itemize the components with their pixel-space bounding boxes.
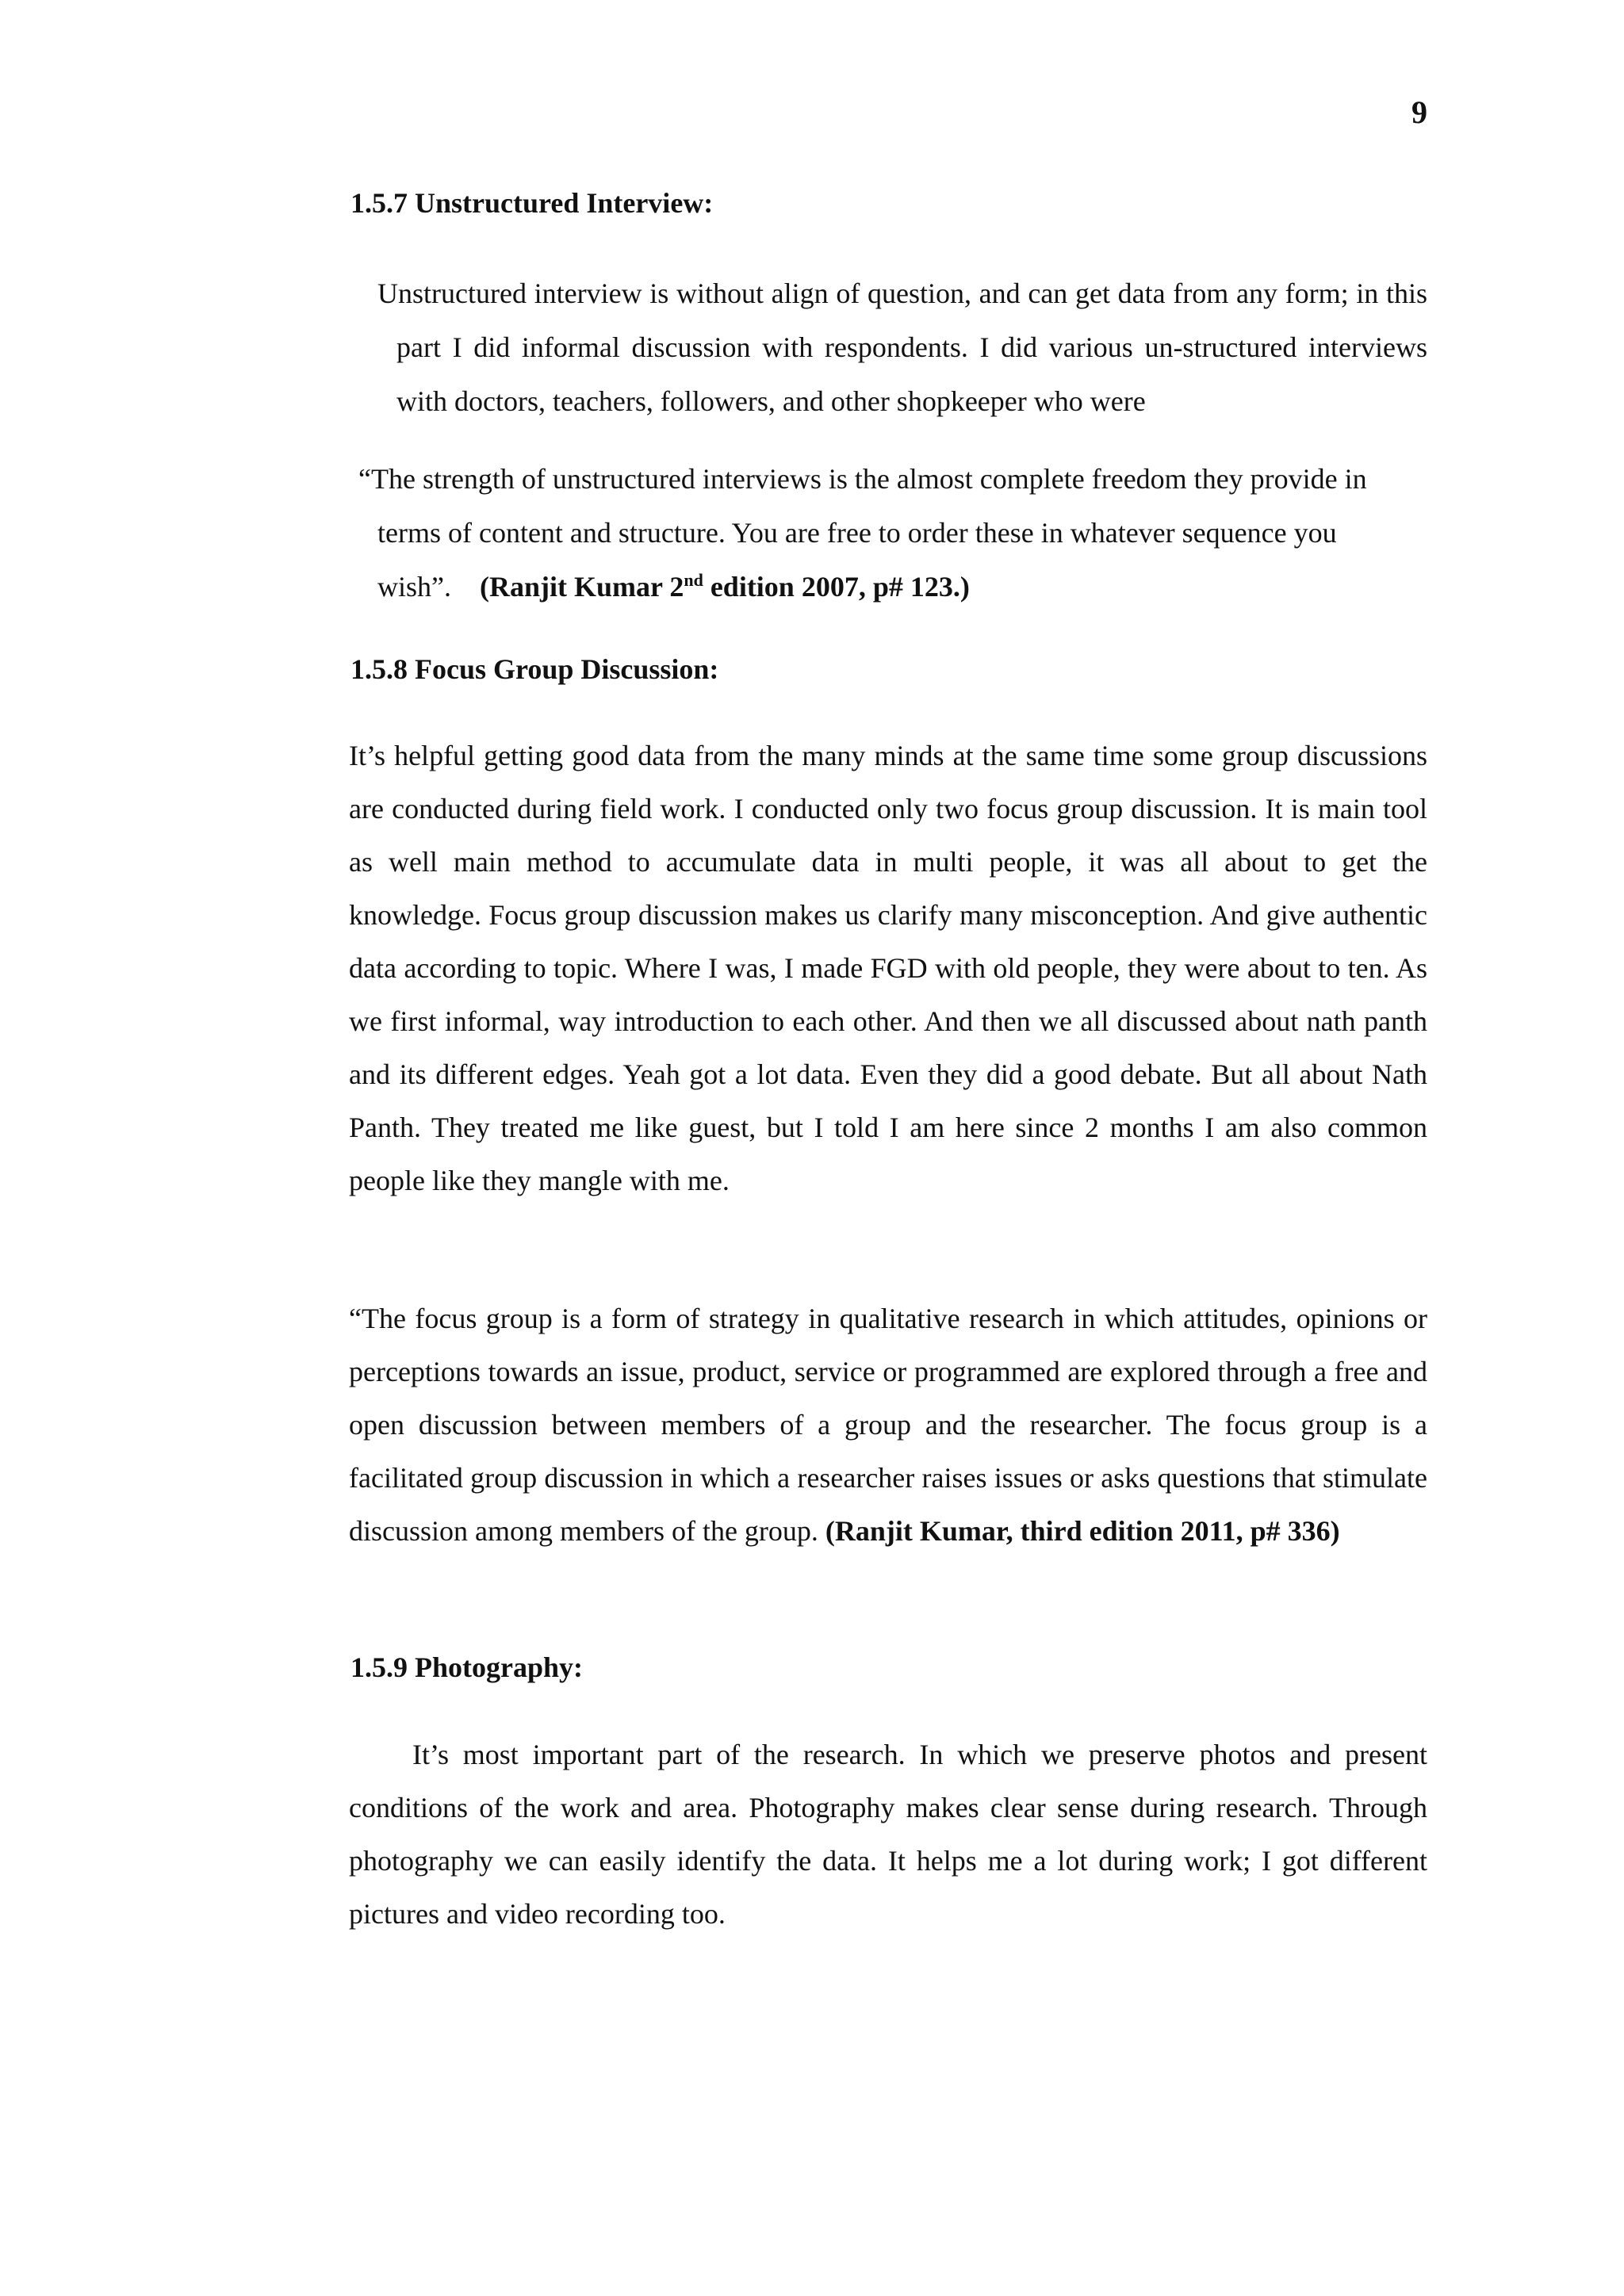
unstructured-interview-quote — [358, 452, 1427, 614]
focus-group-quote — [349, 1292, 1427, 1558]
quote-text: “The strength of unstructured interviews is the almost complete freedom they provide in terms of content and structure. You are free to order these in whatever sequence you wish”. — [358, 463, 1367, 603]
unstructured-interview-paragraph: Unstructured interview is without align of question, and can get data from any form; in this part I did informal discussion with respondents. I did various un-structured interviews with doctors, teachers, followers, and other shopkeeper who were — [377, 277, 1427, 417]
citation: (Ranjit Kumar 2nd edition 2007, p# 123.) — [480, 570, 970, 603]
section-heading-1-5-9: 1.5.9 Photography: — [350, 1651, 584, 1683]
citation: (Ranjit Kumar, third edition 2011, p# 336) — [825, 1515, 1340, 1547]
section-heading-1-5-7: 1.5.7 Unstructured Interview: — [350, 187, 714, 219]
page-number: 9 — [1411, 94, 1427, 130]
photography-paragraph: It’s most important part of the research. In which we preserve photos and present conditions of the work and area. Photography makes clear sense during research. Through photography we can easily identify the data. It helps me a lot during work; I got different pictures and video recording too. — [349, 1739, 1427, 1930]
focus-group-paragraph: It’s helpful getting good data from the many minds at the same time some group discussions are conducted during field work. I conducted only two focus group discussion. It is main tool as well main method to accumulate data in multi people, it was all about to get the knowledge. Focus group discussion makes us clarify many misconception. And give authentic data according to topic. Where I was, I made FGD with old people, they were about to ten. As we first informal, way introduction to each other. And then we all discussed about nath panth and its different edges. Yeah got a lot data. Even they did a good debate. But all about Nath Panth. They treated me like guest, but I told I am here since 2 months I am also common people like they mangle with me. — [349, 740, 1427, 1196]
section-heading-1-5-8: 1.5.8 Focus Group Discussion: — [350, 653, 719, 685]
quote-text: “The focus group is a form of strategy in qualitative research in which attitudes, opinions or perceptions towards an issue, product, service or programmed are explored through a free and open discussion between members of a group and the researcher. The focus group is a facilitated group discussion in which a researcher raises issues or asks questions that stimulate discussion among members of the group. — [349, 1303, 1427, 1547]
